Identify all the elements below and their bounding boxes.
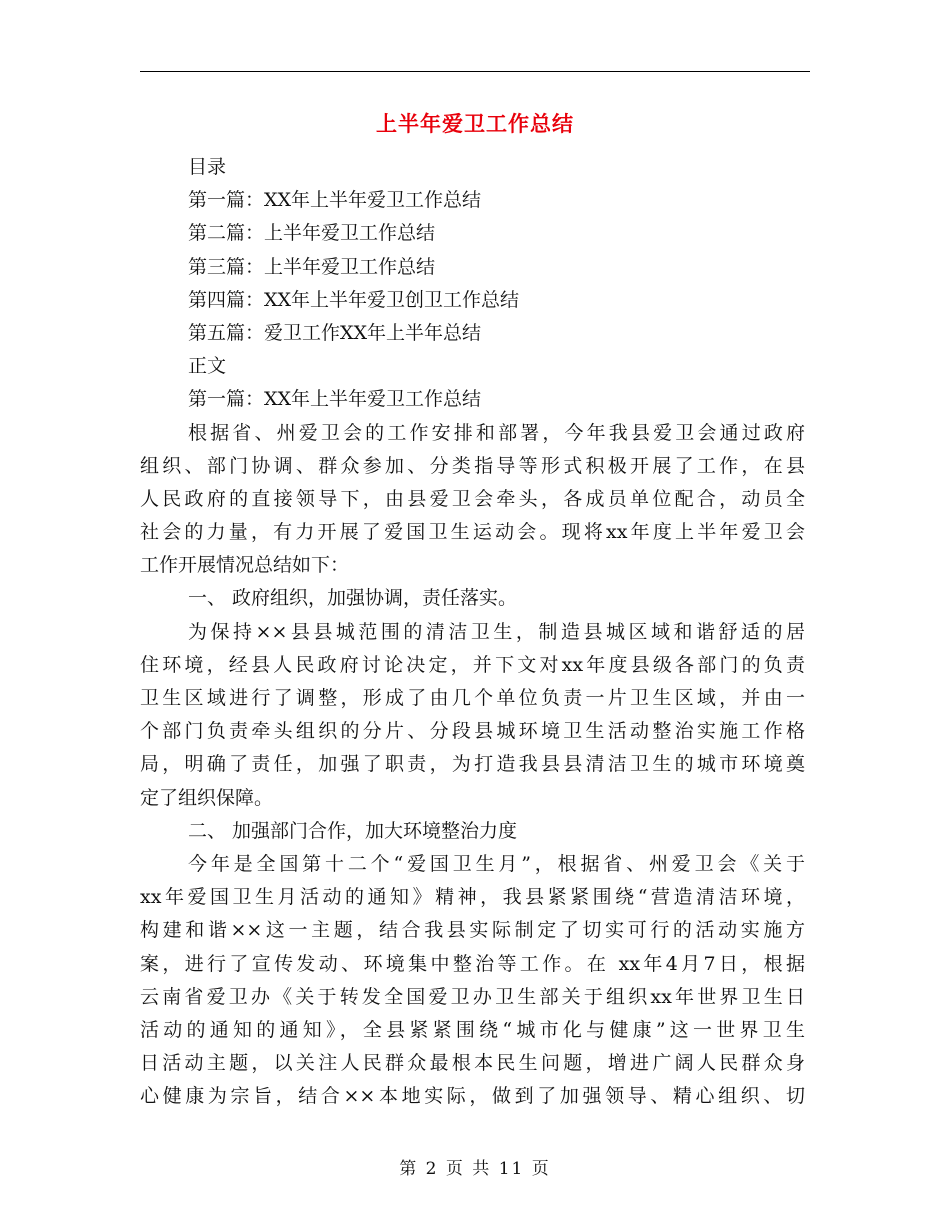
text-line: 正文	[188, 355, 227, 378]
text-line: 定了组织保障。	[140, 786, 274, 809]
text-line: 住环境，经县人民政府讨论决定，并下文对xx年度县级各部门的负责	[140, 653, 805, 676]
text-line: 二、 加强部门合作，加大环境整治力度	[188, 819, 518, 842]
text-line: 一、 政府组织，加强协调，责任落实。	[188, 587, 518, 610]
text-line: 局，明确了责任，加强了职责，为打造我县县清洁卫生的城市环境奠	[140, 753, 805, 776]
text-line: xx年爱国卫生月活动的通知》精神，我县紧紧围绕“营造清洁环境，	[140, 886, 805, 909]
text-line: 工作开展情况总结如下：	[140, 554, 350, 577]
document-title: 上半年爱卫工作总结	[376, 112, 574, 136]
text-line: 组织、部门协调、群众参加、分类指导等形式积极开展了工作，在县	[140, 454, 805, 477]
text-line: 今年是全国第十二个“爱国卫生月”，根据省、州爱卫会《关于	[188, 852, 805, 875]
text-line: 心健康为宗旨，结合××本地实际，做到了加强领导、精心组织、切	[140, 1085, 805, 1108]
header-rule	[140, 71, 810, 72]
text-line: 目录	[188, 156, 227, 178]
text-line: 第五篇：爱卫工作XX年上半年总结	[188, 321, 482, 344]
text-line: 个部门负责牵头组织的分片、分段县城环境卫生活动整治实施工作格	[140, 720, 805, 743]
text-line: 第三篇：上半年爱卫工作总结	[188, 255, 436, 278]
document-body	[140, 151, 805, 1113]
text-line: 案，进行了宣传发动、环境集中整治等工作。在 xx年4月7日，根据	[140, 952, 805, 975]
text-line: 构建和谐××这一主题，结合我县实际制定了切实可行的活动实施方	[140, 919, 805, 942]
text-line: 第一篇：XX年上半年爱卫工作总结	[188, 388, 482, 411]
page-footer: 第 2 页 共 11 页	[399, 1159, 551, 1179]
text-line: 卫生区域进行了调整，形成了由几个单位负责一片卫生区域，并由一	[140, 687, 805, 709]
text-line: 第二篇：上半年爱卫工作总结	[188, 222, 436, 245]
text-line: 日活动主题，以关注人民群众最根本民生问题，增进广阔人民群众身	[140, 1052, 805, 1075]
text-line: 第一篇：XX年上半年爱卫工作总结	[188, 189, 482, 212]
text-line: 为保持××县县城范围的清洁卫生，制造县城区域和谐舒适的居	[188, 620, 805, 643]
text-line: 云南省爱卫办《关于转发全国爱卫办卫生部关于组织xx年世界卫生日	[140, 985, 805, 1008]
text-line: 第四篇：XX年上半年爱卫创卫工作总结	[188, 288, 520, 311]
text-line: 社会的力量，有力开展了爱国卫生运动会。现将xx年度上半年爱卫会	[140, 521, 805, 544]
text-line: 活动的通知的通知》，全县紧紧围绕“城市化与健康”这一世界卫生	[140, 1018, 805, 1041]
text-line: 人民政府的直接领导下，由县爱卫会牵头，各成员单位配合，动员全	[140, 487, 805, 510]
text-line: 根据省、州爱卫会的工作安排和部署，今年我县爱卫会通过政府	[188, 421, 805, 444]
